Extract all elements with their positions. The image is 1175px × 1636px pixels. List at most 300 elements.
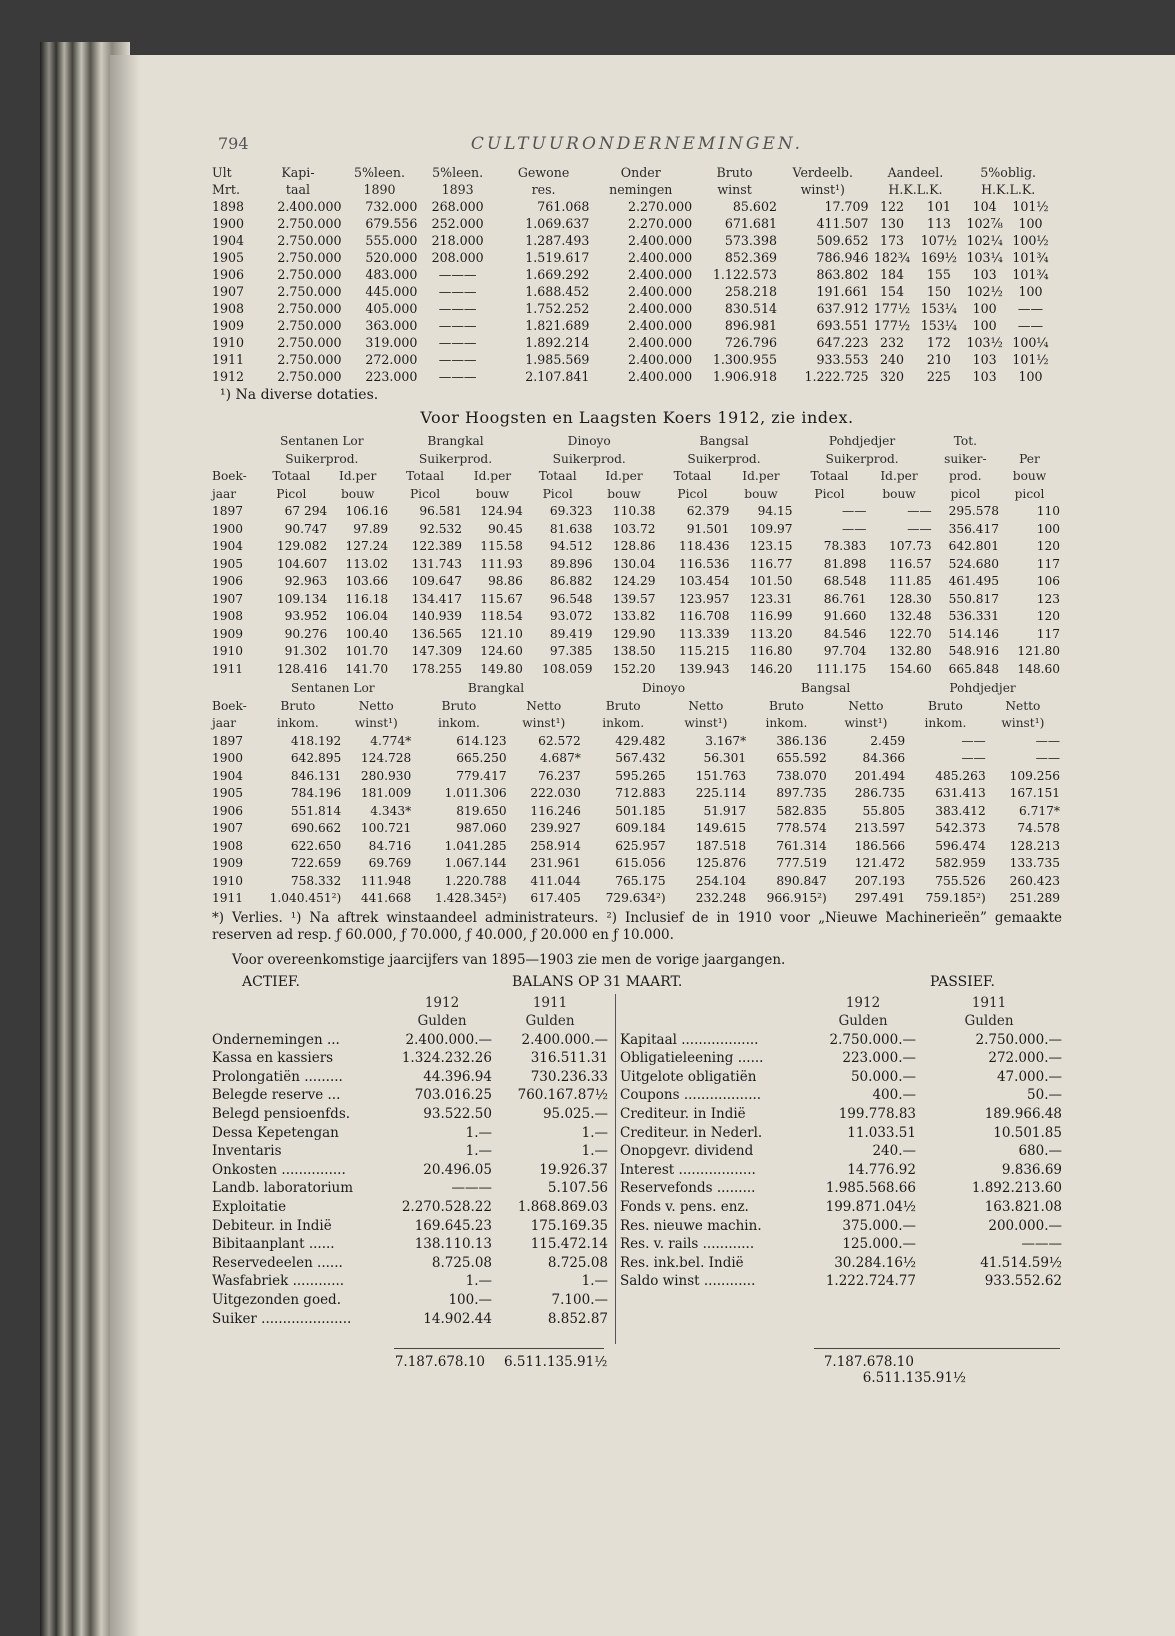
table-cell: 239.927 <box>530 821 581 835</box>
table-header-row <box>212 680 1060 698</box>
table-cell: 2.750.000 <box>277 250 342 265</box>
table-cell: 1911 <box>212 891 244 905</box>
balance-value-1911: 200.000.— <box>988 1217 1062 1234</box>
table-cell: 514.146 <box>948 626 1000 641</box>
table-cell: 186.566 <box>854 838 906 853</box>
table-cell: 1.669.292 <box>525 267 590 282</box>
table-row <box>212 538 1060 556</box>
balance-sheet <box>212 994 1062 1386</box>
balance-row <box>620 1086 1062 1105</box>
balance-row <box>212 1068 608 1087</box>
table-cell: 614.123 <box>456 733 507 748</box>
table-cell: 177½ <box>873 318 911 333</box>
income-table <box>212 680 1060 908</box>
balance-value-1911: 189.966.48 <box>984 1106 1062 1123</box>
table-cell: 225 <box>926 369 951 384</box>
table-cell: 106.04 <box>345 609 389 623</box>
table-cell: 153¼ <box>920 318 957 333</box>
table-cell: 181.009 <box>360 786 412 800</box>
actief-total-1911: 6.511.135.91½ <box>504 1353 608 1370</box>
table-header-row <box>212 181 1054 198</box>
balance-value-1911: 7.100.— <box>551 1292 608 1308</box>
balance-item: Belegde reserve ... <box>212 1087 341 1104</box>
table-cell: 722.659 <box>290 856 342 870</box>
year-header: 1911 <box>971 994 1007 1011</box>
actief-total-1912: 7.187.678.10 <box>394 1353 485 1370</box>
table-cell: 933.553 <box>816 352 869 367</box>
table-cell: 124.728 <box>360 751 412 765</box>
table-cell: 100 <box>1018 216 1043 231</box>
table-cell: 116.708 <box>679 609 730 623</box>
table-cell: 104.607 <box>276 556 328 571</box>
table-cell: 109.256 <box>1009 768 1060 783</box>
table-cell: 1906 <box>212 803 244 818</box>
table-cell: 1907 <box>212 821 244 835</box>
table-cell: 1.287.493 <box>525 233 590 248</box>
table-header-row <box>212 698 1060 716</box>
table-cell: 1897 <box>212 504 244 518</box>
balance-value-1912: 2.750.000.— <box>829 1031 916 1048</box>
table-cell: 153¼ <box>920 301 957 316</box>
table-cell: 101.70 <box>345 644 389 658</box>
table-cell: 1911 <box>212 661 244 676</box>
column-header: bouw <box>744 486 778 501</box>
table-cell: 90.276 <box>284 626 328 641</box>
table-cell: 141.70 <box>345 661 389 676</box>
table-cell: 149.80 <box>480 661 523 676</box>
table-cell: 596.474 <box>935 838 986 853</box>
table-cell: 208.000 <box>431 250 484 265</box>
table-cell: 251.289 <box>1009 891 1060 905</box>
table-cell: 130 <box>879 216 905 231</box>
year-header-row <box>212 994 608 1013</box>
table-cell: 286.735 <box>854 786 906 800</box>
table-cell: 778.574 <box>776 821 827 835</box>
table-cell: 98.86 <box>488 574 523 588</box>
table-cell: 252.000 <box>431 216 484 231</box>
table-cell: 1900 <box>212 751 244 765</box>
actief-label: ACTIEF. <box>242 973 300 990</box>
balance-value-1912: 240.— <box>872 1143 916 1160</box>
table-cell: 96.581 <box>419 504 463 518</box>
table-row <box>212 556 1060 574</box>
table-cell: 765.175 <box>615 873 666 888</box>
table-cell: 897.735 <box>776 786 827 800</box>
balance-value-1912: 2.270.528.22 <box>401 1199 492 1216</box>
column-header: nemingen <box>609 182 673 197</box>
table-cell: 2.750.000 <box>277 267 342 282</box>
balance-value-1912: 1.— <box>465 1143 492 1160</box>
balance-value-1911: ——— <box>1021 1236 1062 1253</box>
income-table-footnote: *) Verlies. ¹) Na aftrek winstaandeel administrateurs. ²) Inclusief de in 1910 voor „Nieuwe Machinerieën” gemaakte reserven ad resp. ƒ 60.000, ƒ 70.000, ƒ 40.000, ƒ 20.000 en ƒ 10.000. <box>212 909 1062 943</box>
table-cell: 2.400.000 <box>628 233 693 248</box>
column-header: Ult <box>212 165 232 180</box>
table-cell: 120 <box>1036 609 1060 623</box>
table-cell: 51.917 <box>703 803 747 818</box>
table-row <box>212 300 1054 317</box>
table-cell: 93.952 <box>284 609 328 623</box>
column-header: picol <box>1014 486 1045 501</box>
column-header: Picol <box>814 486 845 501</box>
table-cell: 567.432 <box>615 751 666 765</box>
column-header: winst¹) <box>800 182 845 197</box>
table-cell: 551.814 <box>290 803 342 818</box>
table-cell: 758.332 <box>290 873 342 888</box>
group-header: Sentanen Lor <box>279 434 364 448</box>
table-cell: 225.114 <box>695 786 747 800</box>
table-cell: 210 <box>926 352 951 367</box>
column-header: prod. <box>949 469 982 483</box>
table-cell: —— <box>1035 751 1060 765</box>
table-cell: 107½ <box>920 233 957 248</box>
table-cell: 133.82 <box>612 609 656 623</box>
balance-row <box>620 1235 1062 1254</box>
table-cell: 94.15 <box>757 504 793 518</box>
table-cell: 97.704 <box>823 644 867 658</box>
actief-totals <box>390 1354 608 1370</box>
table-row <box>212 351 1054 368</box>
table-cell: 536.331 <box>948 609 1000 623</box>
table-cell: 1909 <box>212 626 244 641</box>
table-cell: 2.459 <box>870 733 906 748</box>
balance-value-1911: 933.552.62 <box>984 1273 1062 1290</box>
table-cell: 411.507 <box>816 216 869 231</box>
table-cell: 102½ <box>966 284 1003 299</box>
balance-value-1912: 199.871.04½ <box>825 1199 916 1216</box>
column-header: inkom. <box>765 716 808 730</box>
table-cell: 550.817 <box>948 591 1000 606</box>
table-cell: 110.38 <box>612 504 656 518</box>
table-cell: 115.215 <box>679 644 730 658</box>
balance-value-1911: 10.501.85 <box>993 1124 1062 1141</box>
actief-column <box>212 994 608 1329</box>
table-cell: 113.339 <box>679 626 730 641</box>
balance-value-1912: 169.645.23 <box>414 1217 492 1234</box>
table-cell: 755.526 <box>935 873 986 888</box>
table-cell: 107.73 <box>888 539 932 553</box>
column-header: picol <box>950 486 981 501</box>
year-header: 1912 <box>845 994 881 1011</box>
table-cell: 295.578 <box>948 504 1000 518</box>
balance-item: Uitgezonden goed. <box>212 1292 341 1308</box>
table-cell: 319.000 <box>365 335 418 350</box>
column-header: inkom. <box>602 716 645 730</box>
table-cell: 100¼ <box>1012 335 1049 350</box>
table-cell: 138.50 <box>612 644 656 658</box>
table-cell: —— <box>842 521 867 536</box>
balance-value-1911: 115.472.14 <box>530 1236 608 1253</box>
table-cell: 1906 <box>212 574 244 588</box>
column-header: winst¹) <box>684 716 728 730</box>
column-header: Bruto <box>927 698 963 713</box>
column-header: inkom. <box>924 716 967 730</box>
balance-row <box>212 1031 608 1050</box>
table-cell: 103 <box>972 369 997 384</box>
table-cell: 101 <box>926 199 951 214</box>
balance-divider <box>615 994 616 1344</box>
column-header: jaar <box>212 486 237 501</box>
table-cell: 1.040.451²) <box>269 891 342 905</box>
table-cell: 297.491 <box>854 891 906 905</box>
table-cell: 655.592 <box>776 751 827 765</box>
column-header: Id.per <box>742 469 780 483</box>
sugar-production-table <box>212 433 1060 678</box>
balance-header <box>212 974 1062 994</box>
table-cell: 92.532 <box>419 521 463 536</box>
balance-value-1912: 703.016.25 <box>414 1087 492 1104</box>
table-header-row <box>212 451 1060 469</box>
table-cell: —— <box>907 521 932 536</box>
column-header: Mrt. <box>212 182 240 197</box>
table-cell: 109.97 <box>749 521 793 536</box>
column-header: Id.per <box>339 469 377 483</box>
table-cell: 17.709 <box>824 199 869 214</box>
table-cell: 91.501 <box>686 521 730 536</box>
table-cell: 128.30 <box>888 591 932 606</box>
balance-item: Exploitatie <box>212 1199 287 1216</box>
table-cell: 1909 <box>212 856 244 870</box>
column-header: Picol <box>409 486 441 501</box>
table-cell: 148.60 <box>1017 661 1060 676</box>
capital-table <box>212 164 1054 385</box>
table-cell: —— <box>1017 301 1044 316</box>
table-cell: 830.514 <box>724 301 777 316</box>
balance-item: Dessa Kepetengan <box>212 1124 339 1141</box>
table-cell: 93.072 <box>549 609 593 623</box>
group-header: Tot. <box>953 434 977 448</box>
table-cell: 121.80 <box>1017 644 1060 658</box>
balance-value-1911: 8.852.87 <box>547 1310 608 1327</box>
table-cell: 116.18 <box>345 591 389 606</box>
table-cell: 90.45 <box>488 521 523 536</box>
table-cell: 2.750.000 <box>277 301 342 316</box>
table-cell: 123.15 <box>749 539 793 553</box>
table-cell: 74.578 <box>1017 821 1060 835</box>
table-header-row <box>212 468 1060 486</box>
table-cell: 117 <box>1036 626 1060 641</box>
table-cell: 90.747 <box>284 521 328 536</box>
table-cell: 201.494 <box>854 768 906 783</box>
table-cell: 103.72 <box>612 521 656 536</box>
balance-row <box>620 1068 1062 1087</box>
table-cell: ——— <box>438 369 477 384</box>
year-header-row <box>620 994 1062 1013</box>
blank-cell <box>212 680 254 698</box>
table-cell: 124.60 <box>480 644 523 658</box>
table-cell: 1906 <box>212 267 245 282</box>
column-header: Totaal <box>673 469 712 483</box>
actief-total-rule <box>394 1348 604 1349</box>
table-cell: 615.056 <box>615 856 666 870</box>
balance-value-1911: 2.750.000.— <box>975 1031 1062 1048</box>
table-row <box>212 521 1060 539</box>
table-cell: 726.796 <box>724 335 777 350</box>
group-header: Bangsal <box>801 681 851 695</box>
table-cell: 542.373 <box>935 821 986 835</box>
table-cell: 1904 <box>212 539 244 553</box>
table-cell: 111.175 <box>816 661 867 676</box>
column-header: winst¹) <box>1001 716 1045 730</box>
table-cell: 113.02 <box>345 556 389 571</box>
balance-row <box>620 1272 1062 1291</box>
page-content <box>212 130 1062 1386</box>
table-cell: 108.059 <box>542 661 593 676</box>
table-cell: 2.270.000 <box>628 199 693 214</box>
balance-row <box>212 1161 608 1180</box>
table-cell: 69.769 <box>368 856 412 870</box>
table-cell: 1.067.144 <box>444 856 507 870</box>
table-cell: 240 <box>879 352 905 367</box>
balance-value-1911: 1.— <box>581 1273 608 1290</box>
balance-value-1912: 2.400.000.— <box>405 1031 492 1048</box>
balance-value-1911: 8.725.08 <box>547 1254 608 1271</box>
table-cell: 2.400.000 <box>628 301 693 316</box>
balance-row <box>620 1179 1062 1198</box>
table-row <box>212 283 1054 300</box>
table-cell: 483.000 <box>365 267 418 282</box>
table-cell: 2.400.000 <box>628 352 693 367</box>
table-cell: 116.80 <box>749 644 793 658</box>
table-cell: 665.848 <box>948 661 1000 676</box>
table-cell: 2.400.000 <box>628 318 693 333</box>
table-cell: 846.131 <box>290 768 342 783</box>
balance-row <box>620 1161 1062 1180</box>
balance-item: Reservefonds ......... <box>620 1180 756 1197</box>
table-cell: 120 <box>1036 539 1060 553</box>
table-cell: 1908 <box>212 301 245 316</box>
group-header: Suikerprod. <box>285 451 359 466</box>
column-header: inkom. <box>276 716 319 730</box>
table-cell: 1.428.345²) <box>434 891 507 905</box>
balance-item: Res. ink.bel. Indië <box>620 1254 744 1271</box>
table-cell: 139.57 <box>612 591 656 606</box>
table-cell: 2.750.000 <box>277 216 342 231</box>
table-cell: 56.301 <box>703 751 747 765</box>
table-cell: 121.472 <box>854 856 906 870</box>
table-cell: 1910 <box>212 644 244 658</box>
table-cell: 232.248 <box>695 891 747 905</box>
table-row <box>212 232 1054 249</box>
balance-item: Inventaris <box>212 1143 282 1160</box>
table-header-row <box>212 433 1060 451</box>
table-cell: 91.660 <box>823 609 867 623</box>
table-cell: 2.107.841 <box>525 369 590 384</box>
table-cell: 729.634²) <box>605 891 666 905</box>
table-cell: 1.752.252 <box>525 301 590 316</box>
page-number: 794 <box>218 134 249 153</box>
table-cell: 140.939 <box>411 609 463 623</box>
table-cell: 113 <box>926 216 951 231</box>
table-cell: 1.222.725 <box>804 369 869 384</box>
balance-item: Suiker ..................... <box>212 1310 352 1327</box>
table-cell: 642.895 <box>290 751 342 765</box>
group-header: Dinoyo <box>567 434 611 448</box>
table-cell: 207.193 <box>854 873 906 888</box>
blank-cell <box>212 451 255 469</box>
table-cell: 122.70 <box>888 626 932 641</box>
column-header: Netto <box>526 698 562 713</box>
table-cell: 2.750.000 <box>277 369 342 384</box>
balance-value-1911: 1.— <box>581 1124 608 1141</box>
table-cell: 129.90 <box>612 626 656 641</box>
table-cell: 1.011.306 <box>444 786 507 800</box>
column-header: Netto <box>688 698 724 713</box>
table-row <box>212 591 1060 609</box>
table-cell: 966.915²) <box>766 891 827 905</box>
table-cell: 150 <box>926 284 951 299</box>
balance-item: Fonds v. pens. enz. <box>620 1199 749 1216</box>
column-header: Verdeelb. <box>792 165 853 180</box>
balance-row <box>620 1124 1062 1143</box>
table-cell: 383.412 <box>935 803 986 818</box>
column-header: Totaal <box>538 469 577 483</box>
table-cell: 62.572 <box>538 733 581 748</box>
table-cell: 173 <box>879 233 905 248</box>
balance-item: Obligatieleening ...... <box>620 1050 764 1067</box>
page-header <box>212 130 1062 164</box>
balance-value-1912: 30.284.16½ <box>834 1254 916 1271</box>
table-cell: 1.892.214 <box>525 335 590 350</box>
table-cell: ——— <box>438 352 477 367</box>
table-cell: 1909 <box>212 318 245 333</box>
table-cell: 130.04 <box>612 556 656 571</box>
table-row <box>212 661 1060 679</box>
balance-item: Kassa en kassiers <box>212 1050 334 1067</box>
table-header-row <box>212 164 1054 181</box>
table-cell: 819.650 <box>456 803 507 818</box>
group-header: Brangkal <box>467 681 525 695</box>
table-cell: 761.314 <box>776 838 827 853</box>
table-cell: 631.413 <box>935 786 986 800</box>
column-header: 5%leen. <box>353 165 405 180</box>
table-cell: 84.716 <box>368 838 412 853</box>
table-cell: 3.167* <box>705 733 747 748</box>
balance-item: Belegd pensioenfds. <box>212 1106 351 1123</box>
table-cell: 55.805 <box>862 803 906 818</box>
table-cell: 92.963 <box>284 574 328 588</box>
table-cell: 123.31 <box>749 591 793 606</box>
group-header: Dinoyo <box>641 681 686 695</box>
column-header: taal <box>285 182 311 197</box>
table-cell: 101.50 <box>749 574 793 588</box>
table-cell: 2.400.000 <box>628 284 693 299</box>
table-cell: 555.000 <box>365 233 418 248</box>
column-header: 5%leen. <box>432 165 484 180</box>
passief-column <box>620 994 1062 1292</box>
balance-row <box>212 1198 608 1217</box>
balance-value-1912: 1.— <box>465 1124 492 1141</box>
table-cell: 116.99 <box>749 609 793 623</box>
table-row <box>212 626 1060 644</box>
column-header: bouw <box>882 486 916 501</box>
balance-value-1912: 44.396.94 <box>423 1068 492 1085</box>
balance-row <box>212 1217 608 1236</box>
balance-value-1911: 19.926.37 <box>539 1161 608 1178</box>
table-row <box>212 733 1060 751</box>
column-header: Bruto <box>280 698 316 713</box>
balance-item: Crediteur. in Nederl. <box>620 1124 763 1141</box>
table-cell: 109.134 <box>276 591 328 606</box>
table-cell: 461.495 <box>948 574 1000 588</box>
balance-value-1912: 20.496.05 <box>423 1161 492 1178</box>
column-header: H.K.L.K. <box>888 182 943 197</box>
unit-header-row <box>212 1012 608 1031</box>
column-header: Onder <box>620 165 661 180</box>
group-header: Pohdjedjer <box>949 681 1016 695</box>
table-cell: 761.068 <box>537 199 590 214</box>
table-cell: 177½ <box>873 301 911 316</box>
balance-row <box>212 1105 608 1124</box>
